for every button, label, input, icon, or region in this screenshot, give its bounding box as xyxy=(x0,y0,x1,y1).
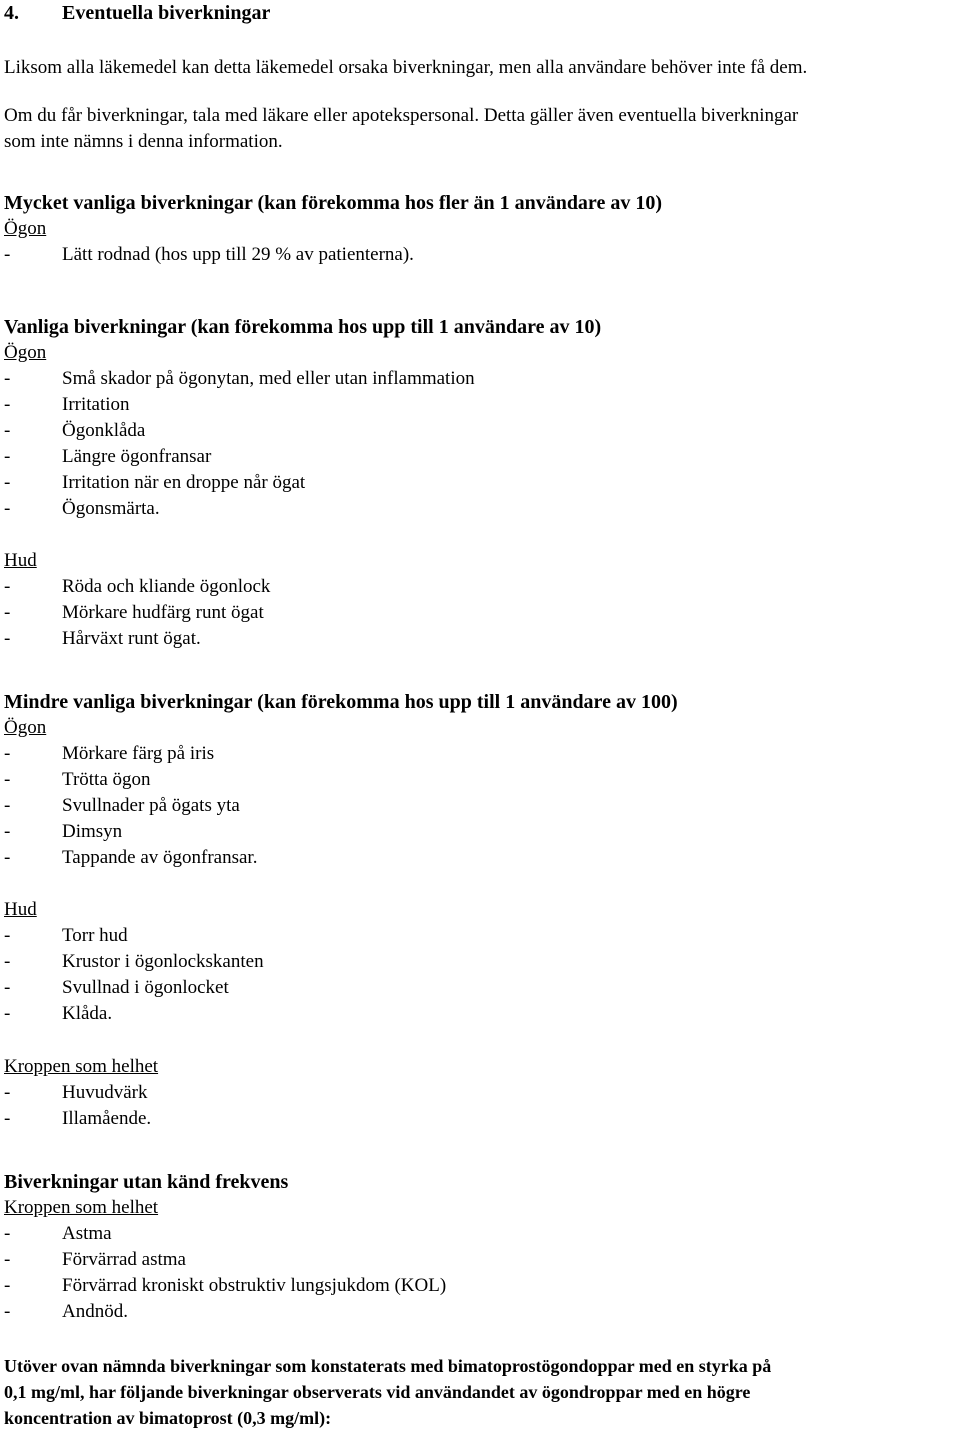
list-item: - Längre ögonfransar xyxy=(4,446,212,467)
list-item: - Svullnader på ögats yta xyxy=(4,795,240,816)
list-item: - Hårväxt runt ögat. xyxy=(4,628,201,649)
common-eyes-label: Ögon xyxy=(4,342,47,363)
common-heading: Vanliga biverkningar (kan förekomma hos upp till 1 användare av 10) xyxy=(4,316,602,338)
list-item: - Astma xyxy=(4,1223,112,1244)
list-item: - Irritation när en droppe når ögat xyxy=(4,472,306,493)
list-item: - Torr hud xyxy=(4,925,128,946)
section-number: 4. xyxy=(4,2,19,24)
closing-line-3: koncentration av bimatoprost (0,3 mg/ml): xyxy=(4,1408,332,1428)
uncommon-eyes-label: Ögon xyxy=(4,717,47,738)
closing-paragraph xyxy=(4,1353,960,1431)
uncommon-heading: Mindre vanliga biverkningar (kan förekomma hos upp till 1 användare av 100) xyxy=(4,691,678,713)
uncommon-skin-label: Hud xyxy=(4,899,37,920)
section-title: Eventuella biverkningar xyxy=(62,2,271,24)
list-item: - Andnöd. xyxy=(4,1301,128,1322)
section-heading xyxy=(4,0,270,26)
list-item: - Mörkare färg på iris xyxy=(4,743,215,764)
list-item: - Huvudvärk xyxy=(4,1082,148,1103)
list-item: - Krustor i ögonlockskanten xyxy=(4,951,264,972)
unknown-body-label: Kroppen som helhet xyxy=(4,1197,159,1218)
list-item: - Lätt rodnad (hos upp till 29 % av patienterna). xyxy=(4,244,414,265)
list-item: - Förvärrad kroniskt obstruktiv lungsjukdom (KOL) xyxy=(4,1275,447,1296)
list-item: - Dimsyn xyxy=(4,821,123,842)
intro-paragraph-2-line-1: Om du får biverkningar, tala med läkare eller apotekspersonal. Detta gäller även eventuella biverkningar xyxy=(4,105,799,126)
closing-line-2: 0,1 mg/ml, har följande biverkningar observerats vid användandet av ögondroppar med en högre xyxy=(4,1382,751,1402)
list-item: - Trötta ögon xyxy=(4,769,151,790)
list-item: - Svullnad i ögonlocket xyxy=(4,977,229,998)
very-common-heading: Mycket vanliga biverkningar (kan förekomma hos fler än 1 användare av 10) xyxy=(4,192,662,214)
very-common-eyes-label: Ögon xyxy=(4,218,47,239)
list-item: - Röda och kliande ögonlock xyxy=(4,576,271,597)
unknown-heading: Biverkningar utan känd frekvens xyxy=(4,1171,289,1193)
closing-line-1: Utöver ovan nämnda biverkningar som konstaterats med bimatoprostögondoppar med en styrka på xyxy=(4,1356,772,1376)
uncommon-body-label: Kroppen som helhet xyxy=(4,1056,159,1077)
list-item: - Ögonsmärta. xyxy=(4,498,160,519)
list-item: - Illamående. xyxy=(4,1108,152,1129)
list-item: - Tappande av ögonfransar. xyxy=(4,847,258,868)
list-item: - Små skador på ögonytan, med eller utan inflammation xyxy=(4,368,475,389)
list-item: - Irritation xyxy=(4,394,130,415)
list-item: - Ögonklåda xyxy=(4,420,146,441)
list-item: - Klåda. xyxy=(4,1003,113,1024)
intro-paragraph-1: Liksom alla läkemedel kan detta läkemedel orsaka biverkningar, men alla användare behöver inte få dem. xyxy=(4,57,808,78)
list-item: - Förvärrad astma xyxy=(4,1249,186,1270)
list-item: - Mörkare hudfärg runt ögat xyxy=(4,602,264,623)
intro-paragraph-2-line-2: som inte nämns i denna information. xyxy=(4,131,283,152)
common-skin-label: Hud xyxy=(4,550,37,571)
